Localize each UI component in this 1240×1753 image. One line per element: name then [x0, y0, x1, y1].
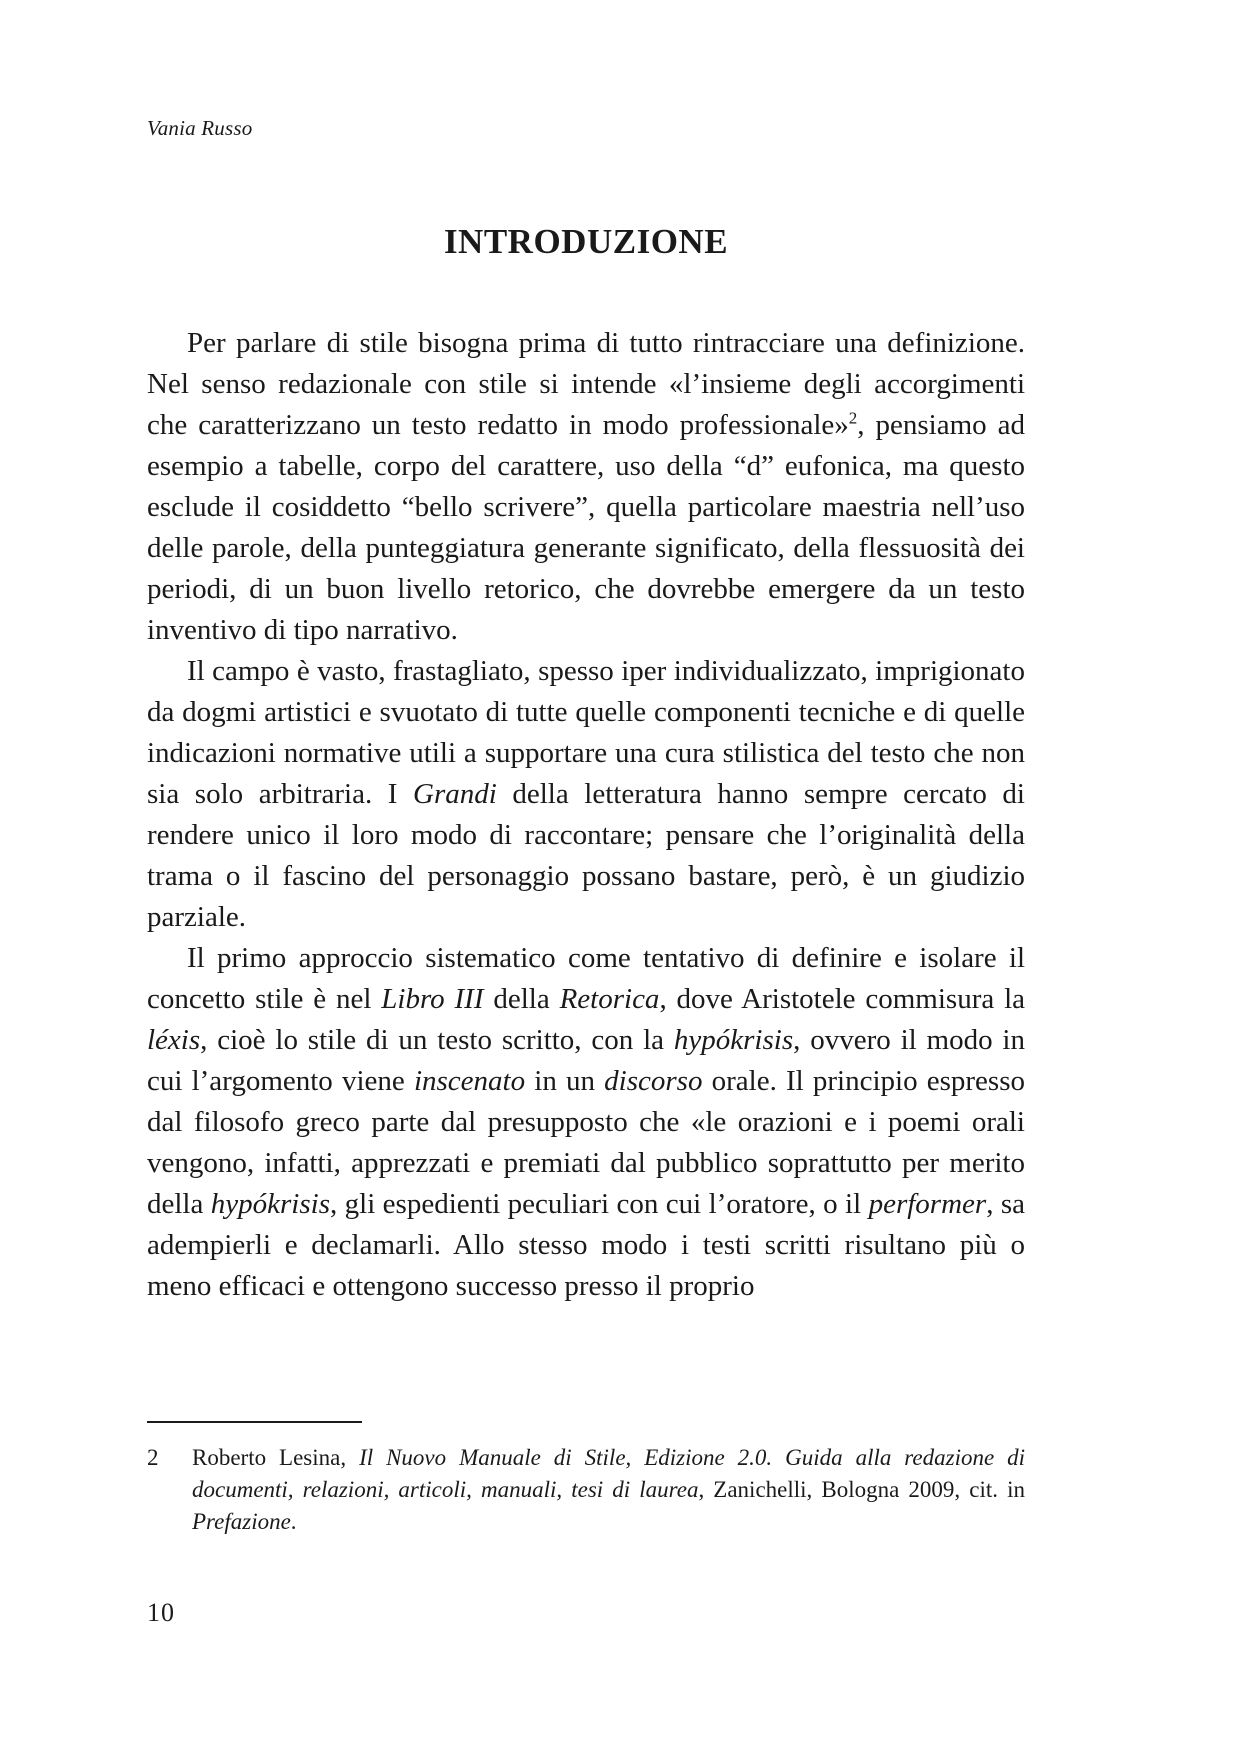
chapter-title: INTRODUZIONE [443, 222, 729, 261]
footnote-rule [147, 1421, 362, 1423]
text-run: della [483, 983, 560, 1015]
paragraph-1 [147, 323, 1025, 651]
text-run: della letteratura hanno sempre cercato di rendere unico il loro modo di raccontare; pensare che l’originalità della trama o il fascino del personaggio possano bastare, però, è un giudizio parziale. [147, 778, 1025, 933]
footnote-number: 2 [147, 1445, 159, 1470]
italic-text: Prefazione [192, 1509, 291, 1534]
footnote [147, 1442, 1025, 1538]
text-run: Per parlare di stile bisogna prima di tutto rintracciare una definizione. Nel senso redazionale con stile si intende «l’insieme degli accorgimenti che caratterizzano un testo redatto in modo professionale» [147, 327, 1025, 441]
text-run: , pensiamo ad esempio a tabelle, corpo del carattere, uso della “d” eufonica, ma questo esclude il cosiddetto “bello scrivere”, quella particolare maestria nell’uso delle parole, della punteggiatura generante significato, della flessuosità dei periodi, di un buon livello retorico, che dovrebbe emergere da un testo inventivo di tipo narrativo. [147, 409, 1025, 646]
text-run: , Zanichelli, Bologna 2009, cit. in [698, 1477, 1025, 1502]
text-run: , sa adempierli e declamarli. Allo stesso modo i testi scritti risultano più o meno efficaci e ottengono successo presso il proprio [147, 1188, 1026, 1302]
body-text [147, 323, 1025, 1307]
text-run: Roberto Lesina, [192, 1445, 360, 1470]
italic-text: léxis [147, 1024, 201, 1056]
italic-text: discorso [604, 1065, 703, 1097]
text-run: orale. Il principio espresso dal filosofo greco parte dal presupposto che «le orazioni e i poemi orali vengono, infatti, apprezzati e premiati dal pubblico soprattutto per merito della [147, 1065, 1025, 1220]
page-number: 10 [147, 1598, 175, 1627]
footnote-text [192, 1442, 1025, 1538]
footnote-reference: 2 [848, 408, 858, 428]
text-run: Il campo è vasto, frastagliato, spesso iper individualizzato, imprigionato da dogmi artistici e svuotato di tutte quelle componenti tecniche e di quelle indicazioni normative utili a supportare una cura stilistica del testo che non sia solo arbitraria. I [147, 655, 1025, 810]
italic-text: Grandi [413, 778, 497, 810]
italic-text: Retorica [559, 983, 660, 1015]
paragraph-2 [147, 651, 1025, 938]
italic-text: hypókrisis [673, 1024, 794, 1056]
text-run: . [290, 1509, 297, 1534]
italic-text: performer [868, 1188, 987, 1220]
paragraph-3 [147, 938, 1025, 1307]
text-run: , dove Aristotele commisura la [659, 983, 1026, 1015]
text-run: in un [525, 1065, 605, 1097]
text-run: Il primo approccio sistematico come tentativo di definire e isolare il concetto stile è nel [147, 942, 1025, 1015]
text-run: , ovvero il modo in cui l’argomento viene [147, 1024, 1025, 1097]
italic-text: hypókrisis [210, 1188, 330, 1220]
italic-text: inscenato [413, 1065, 526, 1097]
italic-text: Il Nuovo Manuale di Stile, Edizione 2.0. Guida alla redazione di documenti, relazioni, articoli, manuali, tesi di laurea [192, 1445, 1026, 1502]
text-run: , cioè lo stile di un testo scritto, con la [200, 1024, 674, 1056]
italic-text: Libro III [381, 983, 484, 1015]
text-run: , gli espedienti peculiari con cui l’oratore, o il [330, 1188, 869, 1220]
running-head: Vania Russo [147, 116, 253, 140]
